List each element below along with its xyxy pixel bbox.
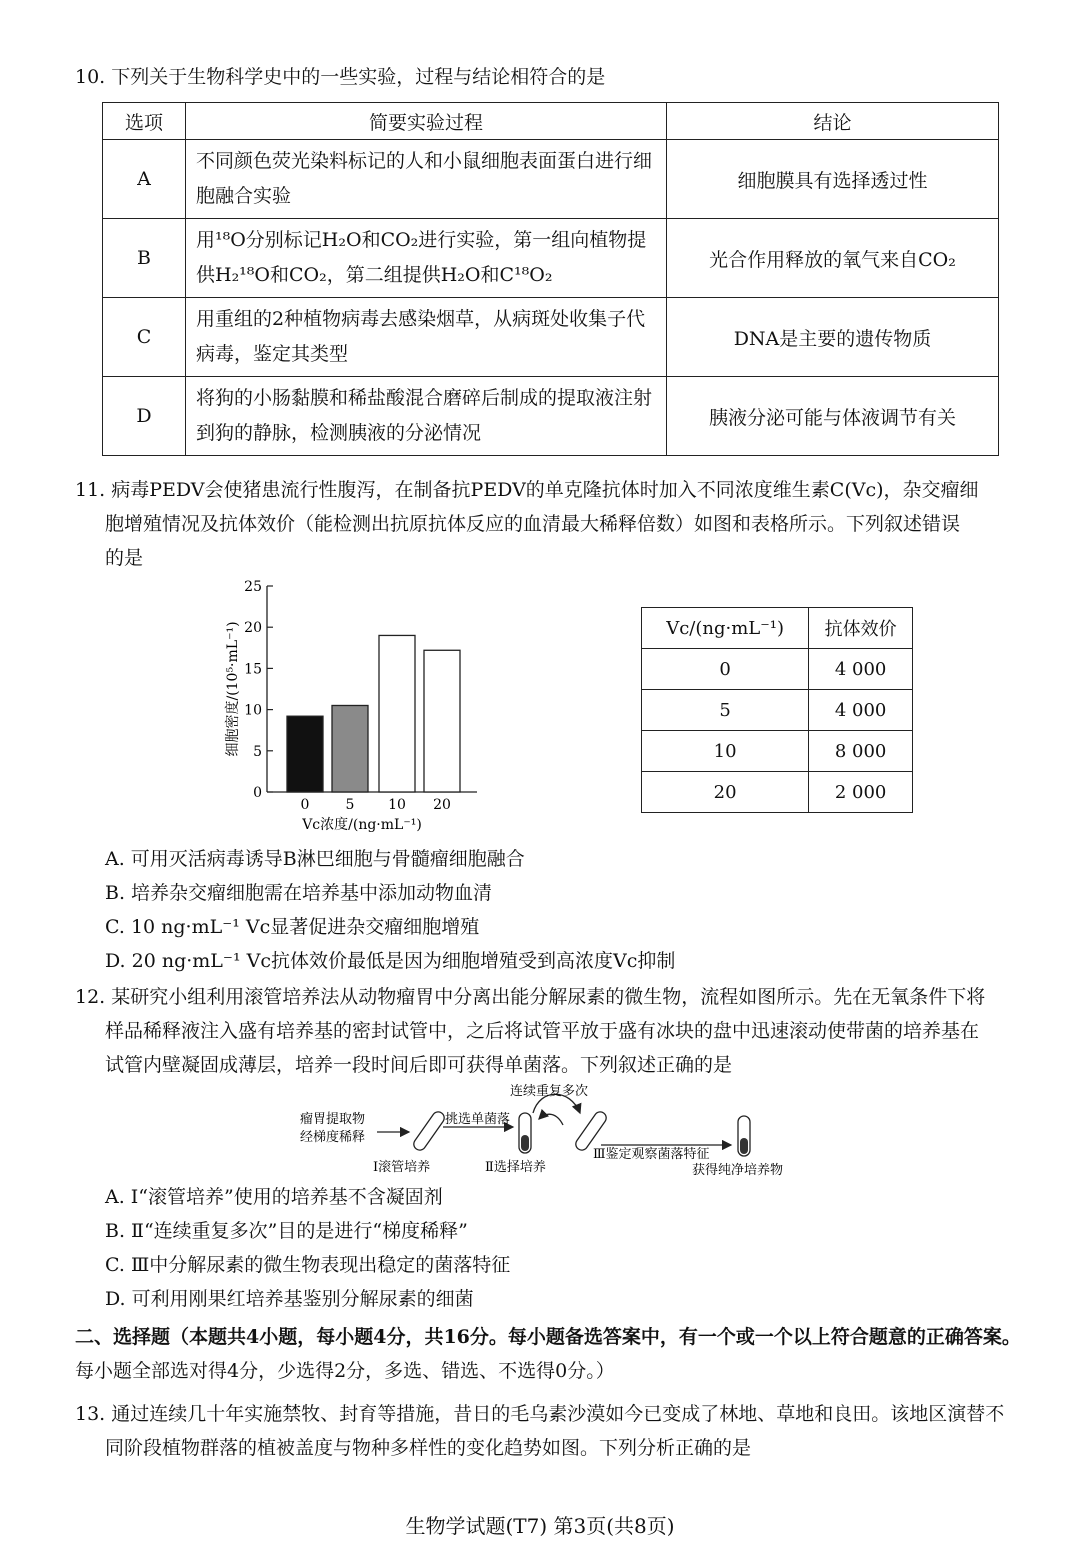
q11-option-c: C. 10 ng·mL⁻¹ Vc显著促进杂交瘤细胞增殖 (105, 916, 480, 938)
q10-stem: 10. 下列关于生物科学史中的一些实验，过程与结论相符合的是 (75, 66, 606, 88)
test-tube-icon (738, 1116, 750, 1156)
titer-value: 4 000 (809, 690, 913, 731)
table-row (642, 690, 913, 731)
row-d-process: 将狗的小肠黏膜和稀盐酸混合磨碎后制成的提取液注射到狗的静脉，检测胰液的分泌情况 (186, 377, 667, 456)
y-tick-label: 15 (244, 661, 262, 678)
flow-step2: Ⅱ选择培养 (485, 1160, 546, 1175)
bar-chart (215, 575, 515, 835)
test-tube-icon (519, 1113, 531, 1153)
y-tick-label: 5 (253, 743, 262, 760)
bar (287, 716, 323, 792)
q12-stem-line1: 12. 某研究小组利用滚管培养法从动物瘤胃中分离出能分解尿素的微生物，流程如图所示。先在无氧条件下将 (75, 986, 986, 1008)
q11-option-d: D. 20 ng·mL⁻¹ Vc抗体效价最低是因为细胞增殖受到高浓度Vc抑制 (105, 950, 676, 972)
vc-value: 20 (642, 772, 809, 813)
y-tick-label: 10 (244, 702, 262, 719)
y-tick-label: 20 (244, 620, 262, 637)
q11-option-a: A. 可用灭活病毒诱导B淋巴细胞与骨髓瘤细胞融合 (105, 848, 525, 870)
section2-heading-line2: 每小题全部选对得4分，少选得2分，多选、错选、不选得0分。） (75, 1360, 615, 1382)
q11-stem-line1: 11. 病毒PEDV会使猪患流行性腹泻，在制备抗PEDV的单克隆抗体时加入不同浓度维生素C(Vc)，杂交瘤细 (75, 479, 979, 501)
flow-diagram (295, 1083, 855, 1178)
q11-stem-line2: 胞增殖情况及抗体效价（能检测出抗原抗体反应的血清最大稀释倍数）如图和表格所示。下列叙述错误 (105, 513, 961, 535)
table-row (103, 377, 999, 456)
q12-option-b: B. Ⅱ“连续重复多次”目的是进行“梯度稀释” (105, 1220, 468, 1242)
vc-value: 5 (642, 690, 809, 731)
row-b-option: B (103, 219, 186, 298)
q10-table (102, 102, 999, 456)
x-tick-label: 10 (388, 797, 406, 813)
vc-header: Vc/(ng·mL⁻¹) (642, 608, 809, 649)
y-tick-label: 0 (253, 785, 262, 801)
bar (424, 650, 460, 792)
q13-stem-line1: 13. 通过连续几十年实施禁牧、封育等措施，昔日的毛乌素沙漠如今已变成了林地、草地和良田。该地区演替不 (75, 1403, 1005, 1425)
q12-option-d: D. 可利用刚果红培养基鉴别分解尿素的细菌 (105, 1288, 474, 1310)
vc-value: 0 (642, 649, 809, 690)
titer-value: 8 000 (809, 731, 913, 772)
q11-option-b: B. 培养杂交瘤细胞需在培养基中添加动物血清 (105, 882, 493, 904)
table-row (642, 731, 913, 772)
x-tick-label: 5 (345, 797, 355, 813)
row-c-process: 用重组的2种植物病毒去感染烟草，从病斑处收集子代病毒，鉴定其类型 (186, 298, 667, 377)
row-c-conclusion: DNA是主要的遗传物质 (667, 298, 999, 377)
y-tick-label: 25 (244, 579, 262, 595)
x-tick-label: 0 (300, 797, 310, 813)
table-row (103, 140, 999, 219)
flow-step1: Ⅰ滚管培养 (373, 1160, 431, 1175)
q12-option-a: A. Ⅰ“滚管培养”使用的培养基不含凝固剂 (105, 1186, 443, 1208)
row-a-option: A (103, 140, 186, 219)
row-d-conclusion: 胰液分泌可能与体液调节有关 (667, 377, 999, 456)
flow-result: 获得纯净培养物 (692, 1163, 784, 1178)
row-a-process: 不同颜色荧光染料标记的人和小鼠细胞表面蛋白进行细胞融合实验 (186, 140, 667, 219)
titer-header: 抗体效价 (809, 608, 913, 649)
titer-value: 4 000 (809, 649, 913, 690)
header-option: 选项 (103, 103, 186, 140)
row-d-option: D (103, 377, 186, 456)
header-conclusion: 结论 (667, 103, 999, 140)
q11-table (641, 607, 913, 813)
flow-arrow1-label: 挑选单菌落 (445, 1112, 511, 1127)
test-tube-icon (411, 1110, 446, 1153)
flow-arrow3-label: Ⅲ鉴定观察菌落特征 (593, 1147, 710, 1162)
table-row (103, 298, 999, 377)
titer-value: 2 000 (809, 772, 913, 813)
q12-option-c: C. Ⅲ中分解尿素的微生物表现出稳定的菌落特征 (105, 1254, 511, 1276)
x-tick-label: 20 (433, 797, 451, 813)
row-a-conclusion: 细胞膜具有选择透过性 (667, 140, 999, 219)
q13-stem-line2: 同阶段植物群落的植被盖度与物种多样性的变化趋势如图。下列分析正确的是 (105, 1437, 752, 1459)
table-row (642, 772, 913, 813)
bar (332, 705, 368, 792)
table-header-row (103, 103, 999, 140)
table-row (642, 649, 913, 690)
q12-stem-line3: 试管内壁凝固成薄层，培养一段时间后即可获得单菌落。下列叙述正确的是 (105, 1054, 733, 1076)
q11-stem-line3: 的是 (105, 547, 144, 569)
flow-input-line2: 经梯度稀释 (300, 1130, 366, 1145)
q12-stem-line2: 样品稀释液注入盛有培养基的密封试管中，之后将试管平放于盛有冰块的盘中迅速滚动使带菌的培养基在 (105, 1020, 980, 1042)
bar (379, 635, 415, 792)
row-b-process: 用¹⁸O分别标记H₂O和CO₂进行实验，第一组向植物提供H₂¹⁸O和CO₂，第二组提供H₂O和C¹⁸O₂ (186, 219, 667, 298)
flow-loop-label: 连续重复多次 (510, 1084, 589, 1099)
section2-heading-line1: 二、选择题（本题共4小题，每小题4分，共16分。每小题备选答案中，有一个或一个以上符合题意的正确答案。 (75, 1326, 1021, 1348)
row-c-option: C (103, 298, 186, 377)
row-b-conclusion: 光合作用释放的氧气来自CO₂ (667, 219, 999, 298)
page-footer: 生物学试题(T7) 第3页(共8页) (405, 1514, 675, 1538)
x-axis-label: Vc浓度/(ng·mL⁻¹) (302, 817, 422, 833)
y-axis-label: 细胞密度/(10⁵·mL⁻¹) (225, 621, 241, 757)
vc-value: 10 (642, 731, 809, 772)
header-process: 简要实验过程 (186, 103, 667, 140)
flow-input-line1: 瘤胃提取物 (300, 1112, 366, 1127)
table-row (103, 219, 999, 298)
